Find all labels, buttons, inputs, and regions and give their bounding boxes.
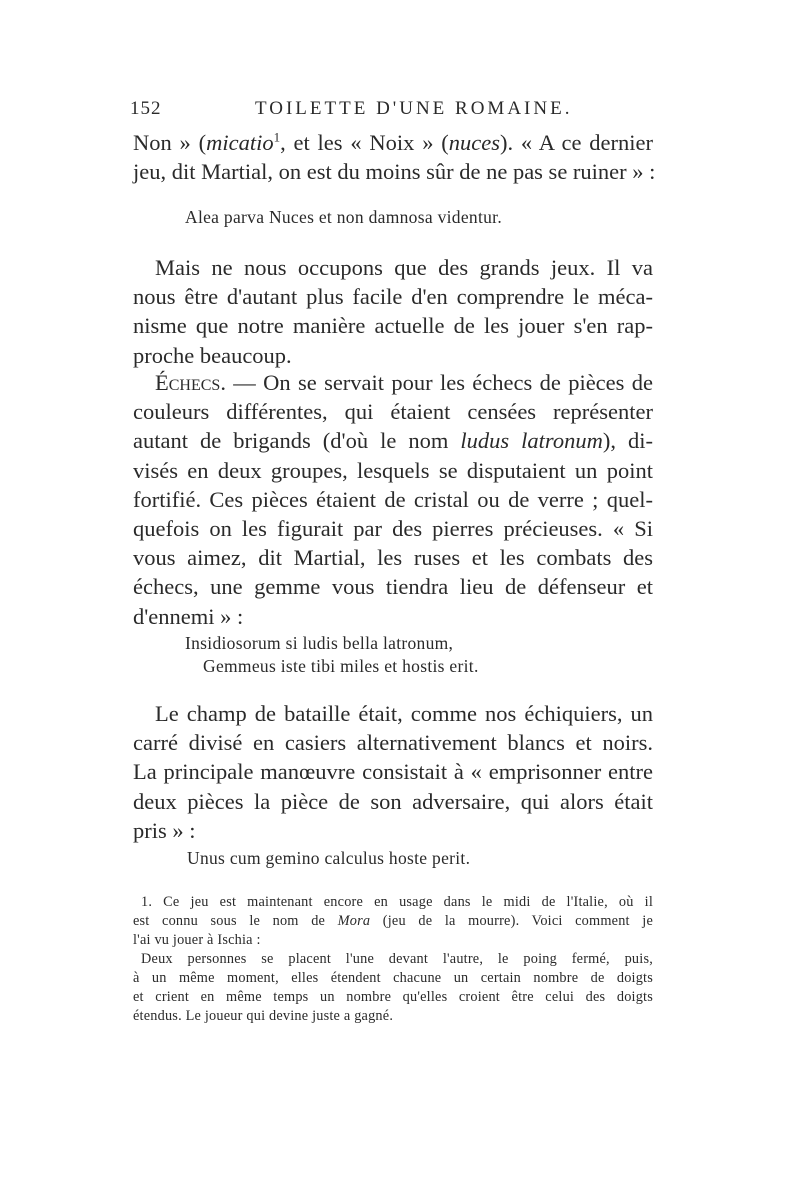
text-line: quefois on les figurait par des pierres précieuses. « Si [133,516,653,542]
footnote-line: est connu sous le nom de Mora (jeu de la mourre). Voici comment je [133,913,654,929]
text-line: jeu, dit Martial, on est du moins sûr de ne pas se ruiner » : [133,159,656,185]
text-line: échecs, une gemme vous tiendra lieu de défenseur et [133,574,653,600]
latin-quote [185,206,502,229]
quote-line: Unus cum gemino calculus hoste perit. [187,848,471,868]
text-line: fortifié. Ces pièces étaient de cristal ou de verre ; quel- [133,486,653,512]
text-line: La principale manœuvre consistait à « emprisonner entre [133,759,653,785]
text-line: couleurs différentes, qui étaient censées représenter [133,399,653,425]
text-line: nisme que notre manière actuelle de les jouer s'en rap- [133,313,653,339]
latin-quote [185,632,479,678]
running-title: TOILETTE D'UNE ROMAINE. [255,98,573,119]
text-line: Échecs. — On se servait pour les échecs de pièces de [155,370,653,395]
running-head [130,98,670,124]
footnote-marker: 1 [273,129,281,145]
section-heading: Échecs. [155,370,226,395]
latin-quote [187,847,470,870]
footnote-line: et crient en même temps un nombre qu'elles croient être celui des doigts [133,989,653,1005]
text-line: carré divisé en casiers alternativement blancs et noirs. [133,730,653,756]
quote-line: Insidiosorum si ludis bella latronum, [185,633,454,653]
text-line: deux pièces la pièce de son adversaire, qui alors était [133,788,653,814]
footnote-line: à un même moment, elles étendent chacune un certain nombre de doigts [133,970,653,986]
footnote-line: l'ai vu jouer à Ischia : [133,932,261,948]
text-line: d'ennemi » : [133,603,244,629]
text-line: vous aimez, dit Martial, les ruses et les combats des [133,545,653,571]
paragraph [133,699,653,845]
text-line: autant de brigands (d'où le nom ludus latronum), di- [133,428,653,454]
quote-line: Alea parva Nuces et non damnosa videntur. [185,207,502,227]
text-line: Non » (micatio$^1$, et les « Noix » (nuces). « A ce dernier [133,129,653,155]
footnote-line: Deux personnes se placent l'une devant l'autre, le poing fermé, puis, [141,951,653,967]
text-line: proche beaucoup. [133,342,292,368]
paragraph-continuation [133,128,656,186]
quote-line: Gemmeus iste tibi miles et hostis erit. [203,656,479,676]
footnote-line: 1. Ce jeu est maintenant encore en usage dans le midi de l'Italie, où il [141,894,653,910]
text-line: visés en deux groupes, lesquels se disputaient un point [133,457,653,483]
footnote [133,893,653,1026]
page-number: 152 [130,98,162,119]
text-line: Le champ de bataille était, comme nos échiquiers, un [155,701,653,726]
paragraph [133,253,653,370]
paragraph-echecs [133,368,653,631]
text-line: pris » : [133,817,196,843]
text-line: Mais ne nous occupons que des grands jeux. Il va [155,255,653,280]
footnote-line: étendus. Le joueur qui devine juste a gagné. [133,1008,394,1024]
text-line: nous être d'autant plus facile d'en comprendre le méca- [133,284,653,310]
